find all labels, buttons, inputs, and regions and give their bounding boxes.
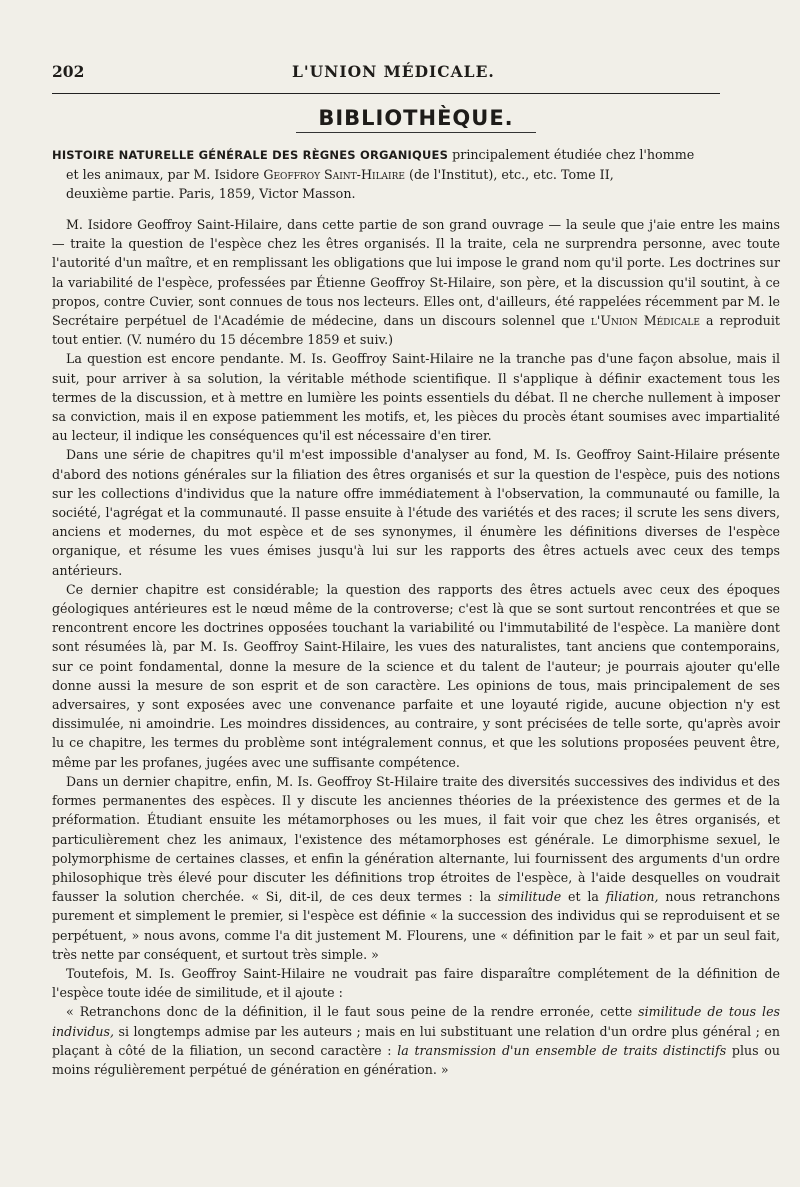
book-author: Geoffroy Saint-Hilaire [263, 167, 405, 182]
book-publication: deuxième partie. Paris, 1859, Victor Masson. [66, 186, 356, 201]
paragraph-1-text-a: M. Isidore Geoffroy Saint-Hilaire, dans cette partie de son grand ouvrage — la seule que j'aie entre les mains — traite la question de l'espèce chez les êtres organisés. Il la traite, cela ne surprendra personne, avec toute l'autorité d'un maître, et en remplissant les obligations que lui impose le grand nom qu'il porte. Les doctrines sur la variabilité de l'espèce, professées par Étienne Geoffroy St-Hilaire, son père, et la discussion qu'il soutint, à ce propos, contre Cuvier, sont connues de tous nos lecteurs. Elles ont, d'ailleurs, été rappelées récemment par M. le Secrétaire perpétuel de l'Académie de médecine, dans un discours solennel que [52, 217, 780, 329]
header-rule [52, 93, 720, 94]
paragraph-5-text-a: Dans un dernier chapitre, enfin, M. Is. Geoffroy St-Hilaire traite des diversités successives des individus et des formes permanentes des espèces. Il y discute les anciennes théories de la préexistence des germes et de la préformation. Étudiant ensuite les métamorphoses ou les mues, il fait voir que chez les êtres organisés, et particulièrement chez les animaux, l'existence des métamorphoses est générale. Le dimorphisme sexuel, le polymorphisme de certaines classes, et enfin la génération alternante, lui fournissent des arguments d'un ordre philosophique très élevé pour discuter les définitions trop étroites de l'espèce, à l'aide desquelles on voudrait fausser la solution cherchée. « Si, dit-il, de ces deux termes : la [52, 773, 780, 905]
paragraph-4: Ce dernier chapitre est considérable; la question des rapports des êtres actuels avec ceux des époques géologiques antérieures est le nœud même de la controverse; c'est là que se sont surtout rencontrées et que se rencontrent encore les doctrines opposées touchant la variabilité ou l'immutabilité de l'espèce. La manière dont sont résumées là, par M. Is. Geoffroy Saint-Hilaire, les vues des naturalistes, tant anciens que contemporains, sur ce point fondamental, donne la mesure de la science et du talent de l'auteur; je pourrais ajouter qu'elle donne aussi la mesure de son esprit et de son caractère. Les opinions de tous, mais principalement de ses adversaires, y sont exposées avec une convenance parfaite et une loyauté rigide, aucune objection n'y est dissimulée, ni amoindrie. Les moindres dissidences, au contraire, y sont précisées de telle sorte, qu'après avoir lu ce chapitre, les termes du problème sont intégralement connus, et que les solutions proposées peuvent être, même par les profanes, jugées avec une suffisante compétence. [52, 581, 780, 770]
paragraph-5-italic-similitude: similitude [498, 889, 562, 905]
journal-title: L'UNION MÉDICALE. [292, 62, 495, 81]
section-title: BIBLIOTHÈQUE. [318, 106, 514, 130]
book-author-prefix: et les animaux, par M. Isidore [66, 167, 260, 182]
paragraph-6: Toutefois, M. Is. Geoffroy Saint-Hilaire ne voudrait pas faire disparaître complétement de la définition de l'espèce toute idée de similitude, et il ajoute : [52, 965, 780, 1001]
paragraph-2: La question est encore pendante. M. Is. Geoffroy Saint-Hilaire ne la tranche pas d'une façon absolue, mais il suit, pour arriver à sa solution, la véritable méthode scientifique. Il s'applique à définir exactement tous les termes de la discussion, et à mettre en lumière les points essentiels du débat. Il ne cherche nullement à imposer sa conviction, mais il en expose patiemment les motifs, et, les pièces du procès étant soumises avec impartialité au lecteur, il indique les conséquences qu'il est nécessaire d'en tirer. [52, 351, 780, 444]
paragraph-7-italic-b: la transmission d'un ensemble de traits distinctifs [397, 1042, 727, 1058]
paragraph-3: Dans une série de chapitres qu'il m'est impossible d'analyser au fond, M. Is. Geoffroy Saint-Hilaire présente d'abord des notions générales sur la filiation des êtres organisés et sur la question de l'espèce, puis des notions sur les collections d'individus que la nature offre immédiatement à l'observation, la communauté ou famille, la société, l'agrégat et la communauté. Il passe ensuite à l'étude des variétés et des races; il scrute les sens divers, anciens et modernes, du mot espèce et de ses synonymes, il énumère les définitions diverses de l'espèce organique, et résume les vues émises jusqu'à lui sur les rapports des êtres actuels avec ceux des temps antérieurs. [52, 447, 780, 578]
paragraph-5 [52, 772, 780, 964]
running-head [52, 62, 780, 81]
page-number: 202 [52, 62, 85, 81]
book-heading [52, 145, 780, 203]
book-author-suffix: (de l'Institut), etc., etc. Tome II, [409, 167, 614, 182]
book-title: HISTOIRE NATURELLE GÉNÉRALE DES RÈGNES ORGANIQUES [52, 148, 449, 162]
book-title-rest: principalement étudiée chez l'homme [452, 147, 695, 162]
paragraph-1 [52, 215, 780, 349]
paragraph-7-italic-a: similitude de tous les individus, [52, 1004, 781, 1039]
paragraph-7-text-a: « Retranchons donc de la définition, il le faut sous peine de la rendre erronée, cette [66, 1004, 633, 1020]
paragraph-7-text-b: si longtemps admise par les auteurs ; mais en lui substituant une relation d'un ordre plus général ; en plaçant à côté de la filiation, un second caractère : [52, 1023, 780, 1058]
article-body [52, 215, 780, 1079]
paragraph-5-text-c: nous retranchons purement et simplement le premier, si l'espèce est définie « la succession des individus qui se reproduisent et se perpétuent, » nous avons, comme l'a dit justement M. Flourens, une « définition par le fait » et par un seul fait, très nette par conséquent, et surtout très simple. » [52, 889, 780, 962]
paragraph-7 [52, 1002, 780, 1079]
paragraph-1-journal-name: l'Union Médicale [590, 313, 700, 329]
paragraph-5-text-b: et la [568, 889, 599, 905]
paragraph-5-italic-filiation: filiation, [605, 889, 659, 905]
paragraph-7-text-c: plus ou moins régulièrement perpétué de génération en génération. » [52, 1042, 780, 1077]
paragraph-1-text-b: a reproduit tout entier. (V. numéro du 15 décembre 1859 et suiv.) [52, 313, 780, 348]
section-title-rule [296, 132, 536, 133]
